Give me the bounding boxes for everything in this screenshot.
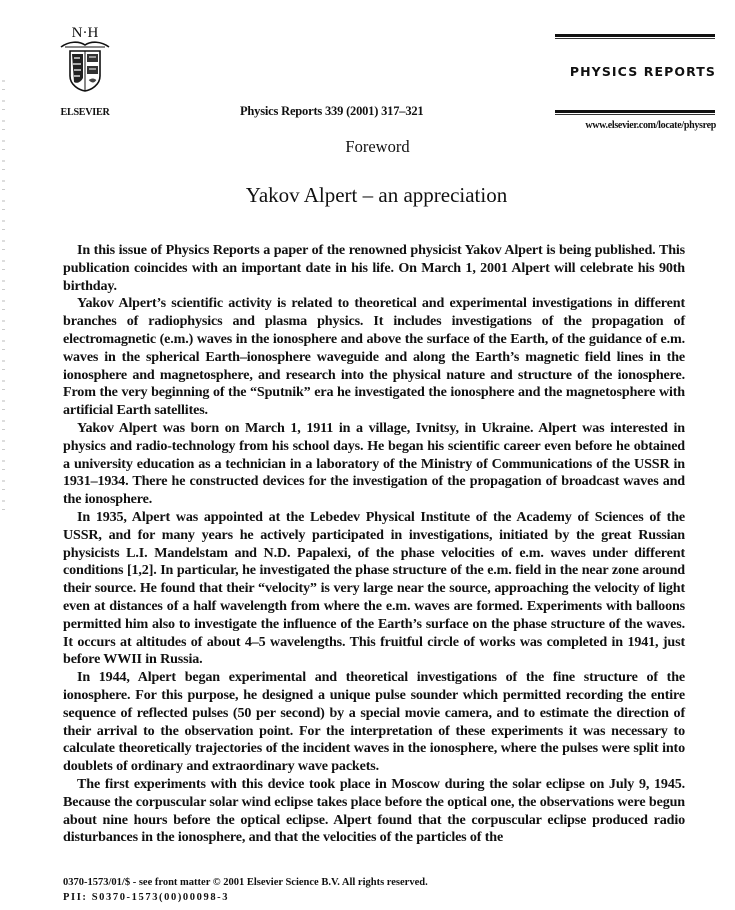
pii-identifier: PII: S0370-1573(00)00098-3 bbox=[63, 891, 230, 903]
article-body bbox=[63, 242, 685, 847]
header-rule-top bbox=[555, 34, 715, 37]
paragraph: In 1935, Alpert was appointed at the Lebedev Physical Institute of the Academy of Sciences of the USSR, and for many years he actively participated in investigations, initiated by the great Russian physicists L.I. Mandelstam and N.D. Papalexi, of the phase velocities of e.m. waves under different conditions [1,2]. In particular, he investigated the phase structure of the e.m. field in the near zone around their source. He found that their “velocity” is very large near the source, approaching the velocity of light even at distances of a half wavelength from where the e.m. waves are formed. Experiments with balloons permitted him also to investigate the influence of the Earth’s surface on the phase structure of the waves. It occurs at altitudes of about 4–5 wavelengths. This fruitful circle of works was completed in 1941, just before WWII in Russia. bbox=[63, 508, 685, 668]
footer bbox=[63, 876, 428, 905]
paragraph: Yakov Alpert was born on March 1, 1911 in a village, Ivnitsy, in Ukraine. Alpert was interested in physics and radio-technology from his school days. He began his scientific career even before he obtained a university education as a technician in a laboratory of the Ministry of Communications of the USSR in 1931–1934. There he constructed devices for the investigation of the propagation of broadcast waves and the ionosphere. bbox=[63, 419, 685, 508]
publisher-logo bbox=[55, 25, 115, 118]
publisher-name: ELSEVIER bbox=[60, 106, 110, 118]
paragraph: Yakov Alpert’s scientific activity is related to theoretical and experimental investigations in different branches of radiophysics and plasma physics. It includes investigations of the propagation of electromagnetic (e.m.) waves in the ionosphere and above the surface of the Earth, of the guidance of e.m. waves in the spherical Earth–ionosphere waveguide and along the Earth’s magnetic field lines in the ionosphere and magnetosphere, and research into the physical nature and structure of the ionosphere. From the very beginning of the “Sputnik” era he investigated the ionosphere and the magnetosphere with artificial Earth satellites. bbox=[63, 295, 685, 419]
journal-url: www.elsevier.com/locate/physrep bbox=[585, 120, 716, 131]
article-title: Yakov Alpert – an appreciation bbox=[245, 183, 508, 207]
journal-citation: Physics Reports 339 (2001) 317–321 bbox=[240, 104, 424, 118]
header-rule-bottom bbox=[555, 110, 715, 113]
paragraph: In this issue of Physics Reports a paper of the renowned physicist Yakov Alpert is being published. This publication coincides with an important date in his life. On March 1, 2001 Alpert will celebrate his 90th birthday. bbox=[63, 242, 685, 294]
paragraph: In 1944, Alpert began experimental and theoretical investigations of the fine structure of the ionosphere. For this purpose, he designed a unique pulse sounder which permitted recording the entire sequence of reflected pulses (50 per second) by a special movie camera, and to estimate the direction of their arrival to the observation point. For the interpretation of these experiments it was necessary to calculate theoretically trajectories of the incident waves in the ionosphere, where the pulses were split into doublets of ordinary and extraordinary wave packets. bbox=[63, 669, 685, 775]
section-label: Foreword bbox=[345, 137, 410, 156]
logo-swash-icon bbox=[59, 41, 111, 49]
elsevier-shield-crest-icon bbox=[69, 50, 101, 92]
logo-monogram: N·H bbox=[71, 25, 99, 41]
journal-name: PHYSICS REPORTS bbox=[569, 64, 716, 79]
copyright-notice: 0370-1573/01/$ - see front matter © 2001 Elsevier Science B.V. All rights reserved. bbox=[63, 877, 428, 888]
paragraph: The first experiments with this device took place in Moscow during the solar eclipse on July 9, 1945. Because the corpuscular solar wind eclipse takes place before the optical one, the observations were begun about nine hours before the optical eclipse. Alpert found that the corpuscular eclipse produced radio disturbances in the ionosphere, and that the velocities of the particles of the bbox=[63, 775, 685, 846]
